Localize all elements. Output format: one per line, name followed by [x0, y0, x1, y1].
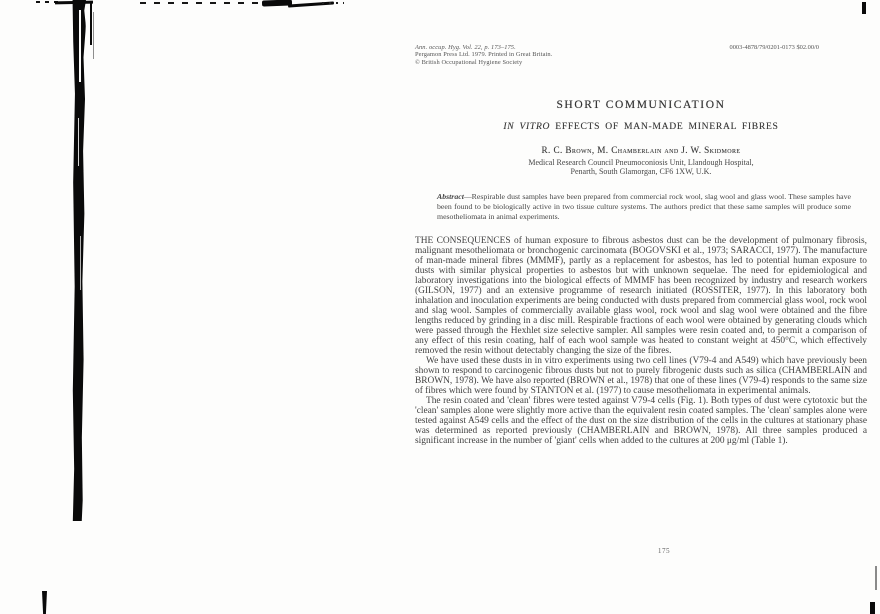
- affiliation-line-2: Penarth, South Glamorgan, CF6 1XW, U.K.: [570, 166, 712, 176]
- scan-artifact-top-dash: [55, 1, 93, 5]
- paragraph: We have used these dusts in in vitro experiments using two cell lines (V79-4 and A549) which have previously been shown to respond to carcinogenic fibrous dusts but not to purely fibrogenic dusts such as silica (CHAMBERLAIN and BROWN, 1978). We have also reported (BROWN et al., 1978) that one of these lines (V79-4) responds to the same size of fibres which were found by STANTON et al. (1977) to cause mesotheliomata in experimental animals.: [415, 355, 867, 396]
- scan-artifact-bottom-right-mark: [870, 602, 875, 614]
- scan-artifact-top-dots: [322, 2, 344, 4]
- affiliation-line-1: Medical Research Council Pneumoconiosis Unit, Llandough Hospital,: [528, 157, 754, 167]
- journal-header-left: [415, 44, 552, 66]
- author-line: R. C. Brown, M. Chamberlain and J. W. Skidmore: [541, 144, 741, 155]
- scan-artifact-left-strip: [70, 0, 86, 521]
- scan-artifact-white-streak: [80, 236, 81, 290]
- article-title: [415, 121, 867, 132]
- journal-header: [415, 44, 867, 66]
- journal-citation: Ann. occup. Hyg. Vol. 22, p. 173–175.: [415, 44, 516, 51]
- scan-artifact-top-dash-row: [140, 2, 266, 4]
- article-body: [415, 236, 867, 446]
- scan-artifact-bottom-right-line: [875, 566, 877, 590]
- journal-publisher: Pergamon Press Ltd. 1979. Printed in Great Britain.: [415, 51, 553, 59]
- page-number: 175: [657, 547, 671, 555]
- scan-artifact-bottom-left-mark: [42, 591, 47, 614]
- abstract-text: —Respirable dust samples have been prepared from commercial rock wool, slag wool and glass wool. These samples have been found to be biologically active in two tissue culture systems. The authors predict that these same samples will produce some mesotheliomata in animal experiments.: [437, 191, 851, 221]
- scan-artifact-thin-line: [90, 3, 92, 45]
- article-title-italic: IN VITRO: [503, 120, 551, 132]
- scan-artifact-top-right-tick: [862, 2, 866, 14]
- journal-society: © British Occupational Hygiene Society: [415, 58, 523, 66]
- scan-artifact-thin-line-faint: [93, 12, 94, 59]
- abstract-label: Abstract: [437, 191, 464, 201]
- article-page: [415, 44, 867, 555]
- journal-issn-code: 0003-4878/79/0201-0173 $02.00/0: [729, 44, 819, 51]
- paragraph: The resin coated and 'clean' fibres were tested against V79-4 cells (Fig. 1). Both types of dust were cytotoxic but the 'clean' samples alone were slightly more active than the equivalent resin coated samples. The 'clean' samples alone were tested against A549 cells and the effect of the dust on the size distribution of the cells in the cultures at stationary phase was determined as reported previously (CHAMBERLAIN and BROWN, 1978). All three samples produced a significant increase in the number of 'giant' cells when added to the cultures at 200 μg/ml (Table 1).: [415, 395, 867, 446]
- scan-artifact-white-streak: [78, 118, 79, 166]
- scan-artifact-white-streak: [79, 10, 81, 82]
- article-title-rest: EFFECTS OF MAN-MADE MINERAL FIBRES: [550, 120, 779, 132]
- section-heading: SHORT COMMUNICATION: [556, 98, 726, 111]
- paragraph: THE CONSEQUENCES of human exposure to fibrous asbestos dust can be the development of pulmonary fibrosis, malignant mesotheliomata or bronchogenic carcinomata (BOGOVSKI et al., 1973; SARACCI, 1977). The manufacture of man-made mineral fibres (MMMF), partly as a replacement for asbestos, has led to potential human exposure to dusts with similar physical properties to asbestos but with unknown sequelae. The need for epidemiological and laboratory investigations into the biological effects of MMMF has been recognized by industry and research workers (GILSON, 1977) and an extensive programme of research initiated (ROSSITER, 1977). In this laboratory both inhalation and inoculation experiments are being conducted with dusts prepared from commercial glass wool, rock wool and slag wool. Samples of commercially available glass wool, rock wool and slag wool were obtained and the fibre lengths reduced by grinding in a disc mill. Respirable fractions of each wool were obtained by generating clouds which were passed through the Hexhlet size selective sampler. All samples were resin coated and, to permit a comparison of any effect of this resin coating, half of each wool sample was heated to constant weight at 450°C, which effectively removed the resin without detectably changing the size of the fibres.: [415, 235, 867, 356]
- abstract: [437, 192, 851, 222]
